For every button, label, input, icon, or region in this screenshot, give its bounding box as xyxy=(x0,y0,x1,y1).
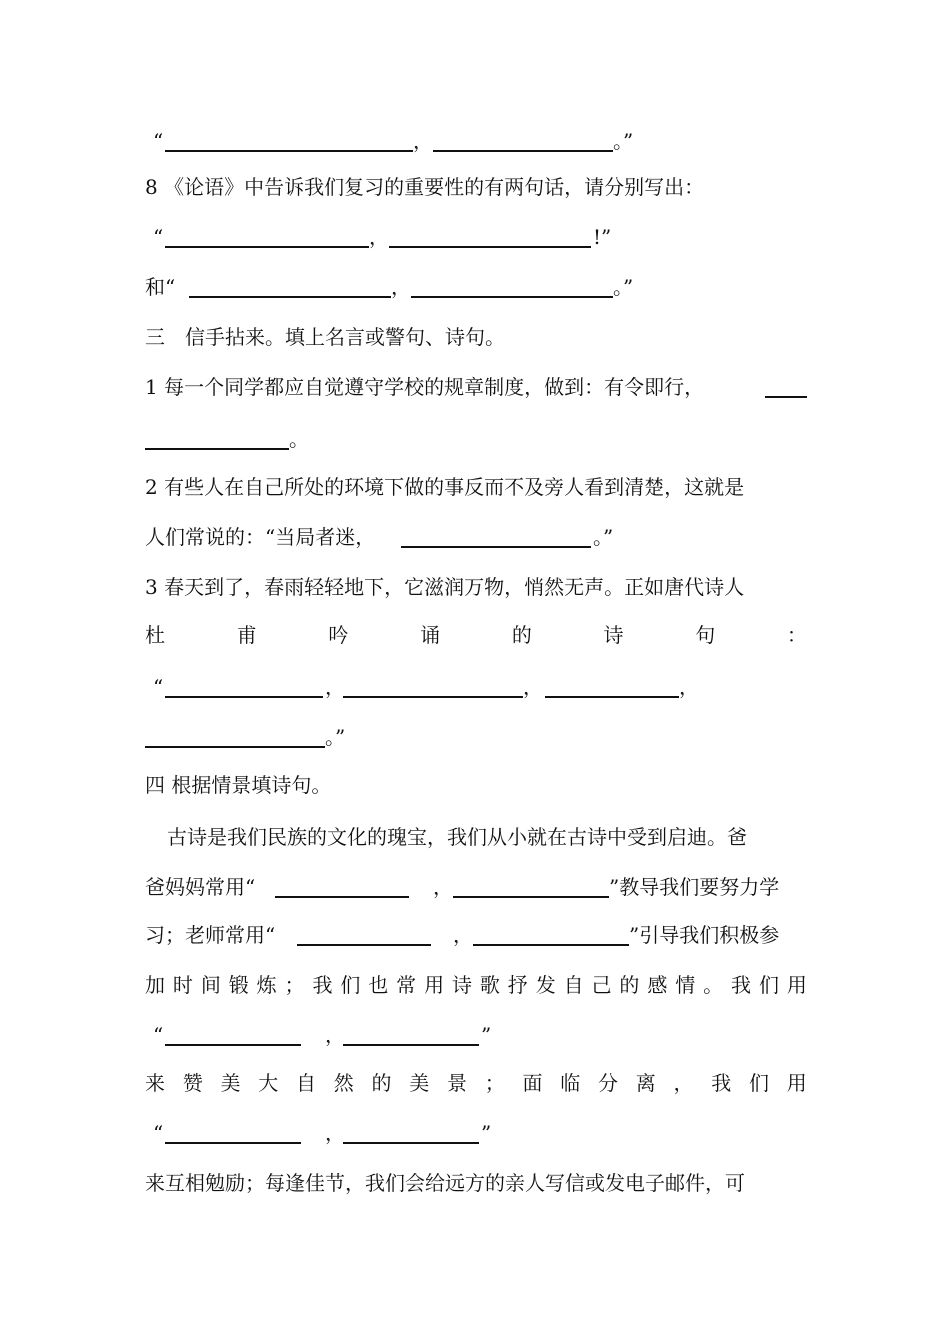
answer-blank[interactable] xyxy=(545,674,679,698)
paragraph-line xyxy=(145,824,807,850)
char: 炼 xyxy=(256,973,277,997)
paragraph-text: 来互相勉励；每逢佳节，我们会给远方的亲人写信或发电子邮件，可 xyxy=(145,1171,745,1195)
answer-blank[interactable] xyxy=(165,674,323,698)
char: 。 xyxy=(703,973,724,997)
blank-line xyxy=(145,724,807,750)
answer-blank[interactable] xyxy=(473,922,629,946)
paragraph-line xyxy=(145,1170,807,1196)
char: 锻 xyxy=(228,973,249,997)
char: ； xyxy=(284,973,305,997)
quote-close: ” xyxy=(481,1121,492,1145)
char: 的 xyxy=(511,623,532,647)
comma: ， xyxy=(413,129,433,153)
paragraph-line-justified xyxy=(145,972,807,998)
char: 自 xyxy=(296,1071,316,1095)
char: 美 xyxy=(220,1071,241,1095)
char: 加 xyxy=(145,973,165,997)
char: 的 xyxy=(371,1071,392,1095)
char: 发 xyxy=(535,973,556,997)
quote-open: “ xyxy=(153,1023,164,1047)
char: 也 xyxy=(368,973,389,997)
char: 用 xyxy=(786,1071,807,1095)
char: 时 xyxy=(172,973,193,997)
question-text: 人们常说的：“当局者迷， xyxy=(145,525,376,549)
answer-blank[interactable] xyxy=(165,1022,301,1046)
char: 歌 xyxy=(479,973,500,997)
blank-line xyxy=(145,128,807,154)
char: 句 xyxy=(695,623,716,647)
question-text: 2 有些人在自己所处的环境下做的事反而不及旁人看到清楚，这就是 xyxy=(145,475,745,499)
answer-blank[interactable] xyxy=(401,524,591,548)
answer-blank[interactable] xyxy=(165,128,413,152)
char: 用 xyxy=(786,973,807,997)
quote-open: “ xyxy=(153,675,164,699)
question-2 xyxy=(145,474,807,500)
comma: ， xyxy=(433,875,453,899)
char: ： xyxy=(786,623,807,647)
answer-blank[interactable] xyxy=(343,1022,479,1046)
comma: ， xyxy=(325,1121,345,1145)
quote-close: 。” xyxy=(613,129,634,153)
answer-blank[interactable] xyxy=(411,274,613,298)
paragraph-text: 爸妈妈常用“ xyxy=(145,875,256,899)
quote-close: ” xyxy=(481,1023,492,1047)
char: 们 xyxy=(749,1071,769,1095)
comma: ， xyxy=(523,675,543,699)
quote-open: “ xyxy=(153,129,164,153)
question-1-cont xyxy=(145,426,807,452)
char: 抒 xyxy=(507,973,528,997)
char: 诗 xyxy=(451,973,472,997)
char: 吟 xyxy=(328,623,349,647)
char: 临 xyxy=(560,1071,581,1095)
section-4-heading xyxy=(145,772,807,798)
char: 的 xyxy=(619,973,640,997)
char: 美 xyxy=(409,1071,430,1095)
period: 。 xyxy=(289,427,309,451)
char: 己 xyxy=(591,973,612,997)
prefix: 和“ xyxy=(145,275,176,299)
answer-blank[interactable] xyxy=(145,426,289,450)
blank-line xyxy=(145,1022,807,1048)
question-3-justified xyxy=(145,622,807,648)
section-title: 三 信手拈来。填上名言或警句、诗句。 xyxy=(145,325,505,349)
question-text: 3 春天到了，春雨轻轻地下，它滋润万物，悄然无声。正如唐代诗人 xyxy=(145,575,745,599)
question-1 xyxy=(145,374,807,400)
char: 来 xyxy=(145,1071,165,1095)
answer-blank[interactable] xyxy=(165,224,369,248)
comma: ， xyxy=(453,923,473,947)
section-3-heading xyxy=(145,324,807,350)
paragraph-text: 习；老师常用“ xyxy=(145,923,276,947)
quote-close: 。” xyxy=(325,725,346,749)
answer-blank[interactable] xyxy=(765,374,807,398)
answer-blank[interactable] xyxy=(275,874,409,898)
blank-line xyxy=(145,1120,807,1146)
char: 我 xyxy=(312,973,333,997)
quote-open: “ xyxy=(153,225,164,249)
comma: ， xyxy=(391,275,411,299)
char: 甫 xyxy=(236,623,257,647)
question-2-cont xyxy=(145,524,807,550)
section-title: 四 根据情景填诗句。 xyxy=(145,773,332,797)
char: ， xyxy=(673,1071,694,1095)
answer-blank[interactable] xyxy=(343,674,523,698)
paragraph-text: 古诗是我们民族的文化的瑰宝，我们从小就在古诗中受到启迪。爸 xyxy=(167,825,747,849)
paragraph-line-justified xyxy=(145,1070,807,1096)
char: 们 xyxy=(340,973,361,997)
char: 面 xyxy=(522,1071,543,1095)
question-text: 8 《论语》中告诉我们复习的重要性的有两句话，请分别写出： xyxy=(145,175,705,199)
char: 诗 xyxy=(603,623,624,647)
char: 赞 xyxy=(182,1071,203,1095)
question-3 xyxy=(145,574,807,600)
char: 常 xyxy=(396,973,417,997)
answer-blank[interactable] xyxy=(145,724,325,748)
char: 离 xyxy=(635,1071,656,1095)
char: ； xyxy=(484,1071,505,1095)
question-8 xyxy=(145,174,807,200)
answer-blank[interactable] xyxy=(433,128,613,152)
char: 自 xyxy=(563,973,584,997)
char: 我 xyxy=(731,973,752,997)
quote-close: !” xyxy=(593,225,612,249)
char: 们 xyxy=(758,973,779,997)
question-text: 1 每一个同学都应自觉遵守学校的规章制度，做到：有令即行， xyxy=(145,375,705,399)
paragraph-text: ”教导我们要努力学 xyxy=(609,875,780,899)
char: 我 xyxy=(711,1071,732,1095)
char: 情 xyxy=(675,973,696,997)
answer-blank[interactable] xyxy=(343,1120,479,1144)
char: 感 xyxy=(647,973,668,997)
quote-close: 。” xyxy=(613,275,634,299)
answer-blank[interactable] xyxy=(297,922,431,946)
blank-line xyxy=(145,274,807,300)
quote-open: “ xyxy=(153,1121,164,1145)
paragraph-line xyxy=(145,874,807,900)
blank-line xyxy=(145,224,807,250)
blank-line xyxy=(145,674,807,700)
paragraph-text: ”引导我们积极参 xyxy=(629,923,780,947)
quote-close: 。” xyxy=(593,525,614,549)
answer-blank[interactable] xyxy=(389,224,591,248)
char: 诵 xyxy=(420,623,441,647)
char: 大 xyxy=(258,1071,279,1095)
char: 景 xyxy=(447,1071,467,1095)
char: 间 xyxy=(200,973,221,997)
answer-blank[interactable] xyxy=(165,1120,301,1144)
char: 分 xyxy=(598,1071,618,1095)
paragraph-line xyxy=(145,922,807,948)
answer-blank[interactable] xyxy=(453,874,609,898)
comma: ， xyxy=(325,675,345,699)
comma: ， xyxy=(325,1023,345,1047)
char: 然 xyxy=(333,1071,354,1095)
comma: ， xyxy=(679,675,699,699)
comma: ， xyxy=(369,225,389,249)
answer-blank[interactable] xyxy=(189,274,391,298)
char: 杜 xyxy=(145,623,165,647)
char: 用 xyxy=(424,973,445,997)
